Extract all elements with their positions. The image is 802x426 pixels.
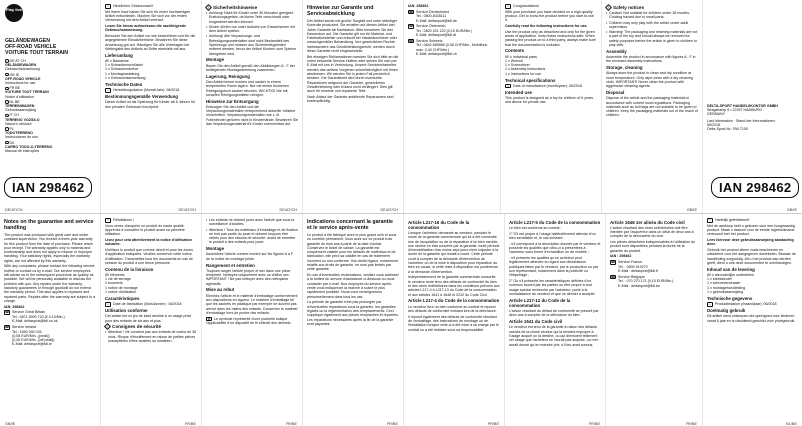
back-cover-panel: [703, 0, 802, 213]
service-entry: ☎ Service Belgique Tel. : 070 270 171 (0,15 EUR/Min.) E-Mail : deltasport@lidl.be: [611, 274, 674, 288]
lang-title: TERRENO VOZIDLO: [5, 117, 40, 122]
fr-legal-heading: Article 1641 du Code civil: [509, 319, 563, 325]
cover-panel: [0, 0, 100, 213]
service-entry: ☎ Service France Tel. : 0800 919270 E-Mail : deltasport@lidl.fr: [611, 260, 659, 274]
de-ian: IAN: 298462: [408, 4, 429, 8]
safety-bullet: • Warning! The packaging and retaining materials are not a part of the toy and should always be removed for safety purposes before the article is given to children to play with.: [606, 30, 698, 47]
de-tech: ⌂ Herstellungsdatum (Monat/Jahr): 06/2018: [106, 88, 180, 93]
fr-legal-p: Les pièces détachées indispensables à l'utilisation du produit sont disponibles pendant la durée de la garantie du produit.: [610, 240, 695, 253]
nl-panel-1: [703, 214, 802, 426]
list-item: 1 tournevis: [105, 281, 123, 286]
info-date-label: Last Information · Stand der Informationen:: [707, 118, 776, 123]
nl-tech-heading: Technische gegevens: [707, 295, 753, 301]
lang-item: FR BE: [5, 86, 97, 90]
de-warranty-p1: Der Artikel wurde mit großer Sorgfalt und unter ständiger Kontrolle produziert. Sie erhalten auf diesen Artikel drei Jahre Garantie ab Kaufdatum. Bitte bewahren Sie den Kassenbon auf. Die Garantie gilt nur für Material- und Fabrikationsfehler und erlischt bei missbräuchlicher oder unsachgemäßer Behandlung. Ihre gesetzlichen Rechte, insbesondere das Gewährleistungsrecht, werden durch diese Garantie nicht eingeschränkt.: [307, 18, 398, 53]
phone-icon: ☎: [5, 310, 10, 315]
list-item: 1 notice de montage: [105, 285, 138, 290]
fr-panel-2: [202, 214, 302, 426]
de-intro: Mit Ihrem Kauf haben Sie sich für einen hochwertigen Artikel entschieden. Machen Sie sich vor der ersten Verwendung mit dem Artikel vertraut.: [105, 9, 191, 23]
page-number: DE/AT/CH: [380, 208, 398, 212]
factory-icon: ⌂: [506, 83, 510, 88]
lang-item: IT CH: [5, 113, 97, 117]
fr-legal-p: Lorsque l'acheteur demande au vendeur, pendant le cours de la garantie commerciale qui lui a été consentie lors de l'acquisition ou de la réparation d'un bien meuble, une remise en état couverte par la garantie, toute période d'immobilisation d'au moins sept jours vient s'ajouter à la durée de la garantie qui restait à courir. Cette période court à compter de la demande d'intervention de l'acheteur ou de la mise à disposition pour réparation du bien en cause, si cette mise à disposition est postérieure à la demande d'intervention.: [408, 230, 500, 274]
lang-sub: Instructions for use: [5, 81, 36, 86]
gb-disposal: Dispose of the article and the packaging materials in accordance with current local regulations. Packaging materials such as foil bags are not suitable to be given to children. Keep the packaging materials out of the reach of children.: [606, 96, 698, 118]
gb-use-heading: Intended use: [505, 89, 533, 95]
de-disposal: Entsorgen Sie den Artikel und die Verpackungsmaterialien entsprechend aktueller örtlicher Vorschriften. Verpackungsmaterialien wie z. B. Folienbeutel gehören nicht in Kinderhände. Bewahren Sie das Verpackungsmaterial für Kinder unerreichbar auf.: [206, 104, 298, 127]
list-item: 1 x Schraubenschlüssel: [105, 63, 143, 68]
nl-use: Dit artikel werd ontworpen als speelgoed voor kinderen vanaf 6 jaar en is uitsluitend geschikt voor privégebruik.: [707, 314, 796, 323]
list-item: 1 x Instructions for use: [505, 71, 542, 76]
safety-bullet: • Achtung! Nicht für Kinder unter 36 Monaten geeignet. Erstickungsgefahr, da kleine Teile verschluckt oder eingeatmet werden können!: [206, 11, 298, 24]
phone-icon: ☎: [5, 325, 10, 330]
gb-panel-1: [501, 0, 601, 213]
lang-sub: Návod k obsluze: [5, 121, 32, 126]
phone-icon: ☎: [409, 9, 414, 14]
gb-contents-list: [505, 55, 597, 76]
service-entry: ☎ Service Deutschland Tel.: 0800-5435111 E-Mail: deltasport@lidl.de: [409, 9, 457, 23]
gb-storage-heading: Storage, cleaning: [606, 65, 643, 71]
gb-storage: Always store the product in clean and dry condition at room temperature. Only wipe clean with a dry cleaning cloth. IMPORTANT! Never clean the product with aggressive cleaning agents.: [606, 71, 693, 89]
fr-disposal: Eliminez l'article et le matériel d'emballage conformément aux dispositions en vigueur. Le matériel d'emballage tel que les sachets en plastique par exemple ne doivent pas arriver dans les mains des enfants. Conservez le matériel d'emballage hors de portée des enfants.: [206, 293, 298, 315]
page-number: DE/AT/CH: [178, 208, 196, 212]
fr-use-heading: Utilisation conforme: [105, 308, 148, 314]
factory-icon: ⌂: [106, 88, 110, 93]
model-number: Delta-Sport-Nr.: SW-7150: [707, 127, 748, 132]
company-name: DELTA-SPORT HANDELSKONTOR GMBH: [707, 104, 778, 108]
de-panel-3: [303, 0, 403, 213]
list-item: 1 x Montageanleitung: [105, 71, 140, 76]
fr-legal-heading: Article L217-12 du Code de la consommation: [509, 297, 571, 308]
list-item: 1 x gebruiksaanwijzing: [707, 290, 744, 295]
fr-disposal-heading: Mise au rebut: [206, 287, 235, 293]
fr-warranty-heading: Indications concernant la garantie et le service après-vente: [307, 219, 393, 232]
fr-legal-p: Le vendeur est tenu de la garantie à raison des défauts cachés de la chose vendue qui la rendent impropre à l'usage auquel on la destine, ou qui diminuent tellement cet usage que l'acheteur ne l'aurait pas acquise, ou n'en aurait donné qu'un moindre prix, s'il les avait connus.: [509, 325, 599, 347]
de-delivery-heading: Lieferumfang: [105, 52, 133, 58]
gb-use: This product is designed as a toy for children of 6 years and above for private use.: [505, 95, 594, 105]
nl-read-note: Lees hiervoor deze gebruiksaanwijzing aandachtig door.: [707, 237, 794, 247]
page-number: DE/AT/CH: [279, 208, 297, 212]
fr-recycle-note: ♻ Le symbole représenté d'une poubelle indique l'applicabilité d'un dispositif de tri sélectif des déchets.: [206, 316, 292, 326]
book-icon: i: [707, 218, 713, 223]
manufacturer-address: [707, 104, 799, 131]
safety-bullet: • Attention ! Tous les matériaux d'emballage et de fixation ne font pas partie du jouet et doivent toujours être retirés pour des raisons de sécurité, avant de remettre le produit à des enfants pour jouer.: [206, 228, 298, 245]
safety-bullet: • Attention ! Ne convient pas aux enfants de moins de 36 mois. Risque d'étouffement en raison de petites pièces susceptibles d'être avalées ou inhalées !: [105, 330, 197, 343]
nl-contents-list: [707, 273, 798, 294]
fr-legal-p: L'action résultant des vices rédhibitoires doit être intentée par l'acquéreur dans un délai de deux ans à compter de la découverte du vice.: [610, 225, 694, 239]
recycle-icon: ♻: [207, 316, 211, 321]
fr-storage: Toujours ranger l'article propre et sec dans une pièce tempérée. Nettoyez uniquement avec un chiffon sec. IMPORTANT ! Ne pas nettoyer avec des nettoyants agressifs.: [206, 268, 291, 286]
gb-assembly: Assemble the product in accordance with figures A - F in the enclosed assembly instructions.: [606, 55, 696, 64]
de-warranty-heading: Hinweise zur Garantie und Serviceabwicklung: [307, 5, 374, 18]
gb-tech: ⌂ Date of manufacture (month/year): 06/2018: [506, 83, 582, 88]
lang-title: GELÄNDEWAGEN: [5, 63, 37, 68]
fr-panel-3: [303, 214, 403, 426]
nl-intro: Met de aankoop hebt u gekozen voor een hoogwaardig product. Maak u daarom voor de eerste ingebruikname vertrouwd met het product.: [707, 223, 795, 237]
de-tech-heading: Technische Daten: [105, 81, 143, 87]
fr-warranty-p3: La période de garantie n'est pas prolongée par d'éventuelles réparations sous la garantie, les garanties légales ou la réglementation des remplacements. Ceci s'applique également aux pièces remplacées et réparées. Les réparations nécessaires après la fin de la garantie sont payantes.: [307, 300, 399, 326]
service-entry: ☎ Service Great Britain Tel.: 0871 5000 720 (£ 0.10/Min.) E-Mail: deltasport@lidl.co.uk: [5, 310, 65, 324]
de-read-note: Lesen Sie hierzu aufmerksam die nachfolgende Gebrauchsanweisung.: [105, 23, 187, 33]
fr-ian: IAN : 298462: [610, 254, 632, 259]
fr-tech: ⌂ Date de fabrication (Mois/Année) : 06/2018: [106, 302, 182, 307]
fr-legal-p: - s'il présente les qualités qu'un acheteur peut légitimement attendre eu égard aux déclarations publiques faites par le vendeur, par le producteur ou par son représentant, notamment dans la publicité ou l'étiquetage ;: [509, 255, 599, 278]
de-storage: Den Artikel immer trocken und sauber in einem temperierten Raum lagern. Nur mit einem trockenen Reinigungstuch sauber wischen. WICHTIG! Nie mit scharfen Reinigungsmitteln reinigen.: [206, 79, 289, 97]
cover-title-fr: VOITURE TOUT TERRAIN: [5, 50, 69, 56]
de-delivery-list: [105, 59, 197, 80]
fr-legal-p: L'action résultant du défaut de conformité se prescrit par deux ans à compter de la délivrance du bien.: [509, 309, 599, 318]
service-entry: ☎ Service Österreich Tel.: 0820 201 222 (0,15 EUR/Min.) E-Mail: deltasport@lidl.at: [409, 24, 473, 38]
lang-sub: Gebrauchsanweisung: [5, 67, 40, 72]
service-entry: ☎ Service Ireland Tel.: 1890 930 034 (0,08 EUR/Min., [peak]) (0,06 EUR/Min., [off peak]) E-Mail: deltasport@lidl.ie: [5, 325, 55, 347]
safety-bullet: • Caution! Not suitable for children under 36 months. Choking hazard due to small parts.: [606, 11, 698, 20]
phone-icon: ☎: [611, 260, 616, 265]
phone-icon: ☎: [409, 38, 414, 43]
nl-use-heading: Doelmatig gebruik: [707, 308, 746, 314]
de-safety-heading: ! Sicherheitshinweise: [206, 5, 298, 10]
company-country: GERMANY: [707, 112, 726, 117]
page-number: GB/IE: [786, 208, 797, 212]
page-number: DE/AT/CH: [5, 208, 23, 212]
de-disposal-heading: Hinweise zur Entsorgung: [206, 98, 259, 104]
bottom-sheet: [0, 213, 802, 426]
warning-icon: !: [605, 4, 612, 11]
fr-legal-heading: Article L217-4 du Code de la consommation: [408, 298, 500, 304]
info-date: 06/2018: [707, 122, 720, 127]
fr-legal-heading: Article 1648 1er alinéa du Code civil: [610, 219, 685, 225]
gb-tech-heading: Technical specifications: [505, 77, 556, 83]
cover-titles: [5, 38, 97, 56]
gb-warranty-p1: The product was produced with great care and under constant supervision. You receive a three-year warranty for this product from the date of purchase. Please retain your receipt. The warranty applies only to material and workmanship and does not apply to misuse or improper handling. Your statutory rights, especially the warranty rights, are not affected by this warranty.: [4, 232, 93, 263]
factory-icon: ⌂: [708, 302, 712, 307]
page-number: FR/BE: [285, 422, 297, 426]
service-entry: ☎ Service Schweiz Tel.: 0842 665566 (0,08 CHF/Min., Mobilfunk max. 0,40 CHF/Min.) E-Mail: deltasport@lidl.ch: [409, 38, 488, 57]
fr-storage-heading: Rangement et entretien: [206, 262, 255, 268]
fr-assembly: Assemblez l'article comme montré sur les figures A à F de la notice de montage jointe.: [206, 252, 294, 261]
fr-read-note: Lisez pour cela attentivement la notice d'utilisation suivante.: [105, 237, 192, 247]
de-usage-note: Benutzen Sie den Artikel nur wie beschrieben und für die angegebenen Einsatzbereiche. Bewahren Sie diese Anweisung gut auf. Händigen Sie alle Unterlagen bei Weitergabe des Artikels an Dritte ebenfalls mit aus.: [105, 33, 196, 51]
list-item: 80 x Individual parts: [505, 54, 537, 59]
fr-panel-4: [404, 214, 504, 426]
de-congrats: i Herzlichen Glückwunsch!: [105, 4, 197, 9]
lang-title: TODOTERRENO: [5, 131, 33, 136]
nl-congrats: i Hartelijk gefeliciteerd!: [707, 218, 798, 223]
fr-congrats: i Félicitations !: [105, 218, 197, 223]
fr-contents-heading: Contenu de la livraison: [105, 266, 154, 272]
fr-usage-note: N'utilisez le produit que comme décrit et pour les zones d'application indiquées. Veuillez conserver cette notice d'utilisation. Transmettez tous les documents en cas de cession du produit à une tierce personne.: [105, 247, 193, 265]
list-item: 1 x schroevendraaier: [707, 281, 741, 286]
gb-congrats: i Congratulations!: [505, 4, 597, 9]
phone-icon: ☎: [611, 274, 616, 279]
phone-icon: ☎: [409, 24, 414, 29]
list-item: 1 clé de serrage: [105, 277, 131, 282]
lang-item: DE AT CH: [5, 59, 97, 63]
lang-sub: Gebruiksaanwijzing: [5, 108, 37, 113]
fr-legal-heading: Article L217-16 du Code de la consommation: [408, 219, 470, 230]
list-item: 1 x Schraubendreher: [105, 67, 139, 72]
page-number: FR/BE: [588, 422, 600, 426]
book-icon: i: [105, 4, 111, 9]
list-item: 1 notice d'utilisation: [105, 290, 137, 295]
list-item: 1 x montagehandleiding: [707, 285, 746, 290]
fr-safety-heading: ! Consignes de sécurité: [105, 324, 197, 329]
gb-contents-heading: Contents: [505, 48, 525, 54]
de-use-heading: Bestimmungsgemäße Verwendung: [105, 94, 178, 100]
list-item: 1 x steeksleutel: [707, 277, 732, 282]
page-number: GB/IE: [5, 422, 16, 426]
de-warranty-p2: Bei etwaigen Reklamationen wenden Sie sich bitte an die unten bekannte Service-Hotline oder setzen Sie sich per E-Mail mit uns in Verbindung. Unsere Servicemitarbeiter werden das weitere Vorgehen schnellstmöglich mit Ihnen abstimmen. Wir werden Sie in jedem Fall persönlich beraten. Die Garantiezeit wird durch eventuelle Reparaturen aufgrund der Garantie, gesetzlichen Gewährleistung oder Kulanz nicht verlängert. Dies gilt auch für ersetzte und reparierte Teile.: [307, 54, 399, 94]
fr-legal-p: 2° Ou s'il présente les caractéristiques définies d'un commun accord par les parties ou être propre à tout usage spécial recherché par l'acheteur, porté à la connaissance du vendeur et que ce dernier a accepté.: [509, 278, 596, 296]
lang-sub: Manual de instruções: [5, 149, 40, 154]
lang-title: VOITURE TOUT TERRAIN: [5, 90, 49, 95]
gb-intro: With your purchase you have decided on a high-quality product. Get to know the product before you start to use it.: [505, 9, 594, 23]
fr-legal-p: 1° S'il est propre à l'usage habituellement attendu d'un bien semblable et, le cas échéant :: [509, 231, 596, 240]
book-icon: i: [105, 218, 111, 223]
fr-use: Cet article est un jeu de loisir destiné à un usage privé pour des enfants de six ans et plus.: [105, 314, 192, 323]
lang-title: TERREINWAGEN: [5, 104, 35, 109]
factory-icon: ⌂: [106, 302, 110, 307]
gb-panel-2: [602, 0, 702, 213]
fr-legal-p: Le bien est conforme au contrat :: [509, 225, 562, 230]
page-number: FR/BE: [487, 422, 499, 426]
book-icon: i: [505, 4, 511, 9]
nl-contents-heading: Inhoud van de levering: [707, 266, 755, 272]
lang-item: PL: [5, 127, 97, 131]
fr-legal-p: Le vendeur livre un bien conforme au contrat et répond des défauts de conformité existant lors de la délivrance.: [408, 304, 497, 313]
gb-ian: IAN: 298462: [4, 304, 25, 309]
fr-panel-1: [101, 214, 201, 426]
safety-bullet: • Achtung! Alle Verpackungs- und Befestigungsmaterialien sind nicht Bestandteil des Spielzeugs und müssen aus Sicherheitsgründen entfernt werden, bevor der Artikel Kindern zum Spielen übergeben wird.: [206, 34, 298, 55]
gb-warranty-heading: Notes on the guarantee and service handling: [4, 219, 94, 232]
list-item: 80 éléments: [105, 272, 125, 277]
flag-icon: [5, 114, 9, 118]
de-assembly: Bauen Sie den Artikel gemäß den Abbildungen A - F der beiliegenden Montageanleitung zusammen.: [206, 63, 295, 72]
safety-bullet: • Les enfants ne doivent jouer avec l'article que sous la surveillance d'adultes.: [206, 218, 298, 227]
lang-item: DK: [5, 141, 97, 145]
flag-icon: [5, 73, 9, 77]
nl-tech: ⌂ Productiedatum (maand/jaar): 06/2018: [708, 302, 777, 307]
fr-legal-heading: Article L217-5 du Code de la consommation: [509, 219, 601, 225]
de-use: Dieser Artikel ist als Spielzeug für Kinder ab 6 Jahren für den privaten Gebrauch konzipiert.: [105, 100, 195, 109]
ian-badge: IAN 298462: [711, 177, 799, 198]
gb-read-note: Carefully read the following instructions for use.: [505, 23, 588, 28]
fr-warranty-p2: En cas d'éventuelles réclamations, veuillez vous adresser à la hotline du service d'assistance ci-dessous ou nous contacter par e-mail. Nos employés du service après-vente vous indiqueront la marche à suivre le plus rapidement possible. Nous vous renseignerons personnellement dans tous les cas.: [307, 273, 399, 299]
fr-legal-p: Indépendamment de la garantie commerciale souscrite, le vendeur reste tenu des défauts de conformité du bien et des vices rédhibitoires dans les conditions prévues aux articles L217-4 à L217-13 du Code de la consommation et aux articles 1641 à 1648 et 2232 du Code Civil.: [408, 275, 500, 297]
fr-legal-p: Il répond également des défauts de conformité résultant de l'emballage, des instructions de montage ou de l'installation lorsque celle-ci a été mise à sa charge par le contrat ou a été réalisée sous sa responsabilité.: [408, 314, 499, 332]
gb-usage-note: Use the product only as described and only for the given areas of application. Keep these instructions safe. When passing the product on to a third party, always make sure that the documentation is included.: [505, 29, 596, 47]
cover-lang-list: [5, 58, 97, 153]
de-warranty-p3: Nach Ablauf der Garantie anfallende Reparaturen sind kostenpflichtig.: [307, 94, 394, 104]
list-item: 80 x Bausteine: [105, 58, 129, 63]
lang-title: CARRO TODO-O-TERRENO: [5, 144, 53, 149]
gb-disposal-heading: Disposal: [606, 90, 625, 96]
ian-badge: IAN 298462: [4, 177, 92, 198]
de-panel-1: [101, 0, 201, 213]
lang-sub: Notice d'utilisation: [5, 94, 34, 99]
company-street: Wragekamp 6 • 22397 HAMBURG: [707, 108, 762, 113]
page-number: NL/BE: [786, 422, 797, 426]
list-item: 1 x Assembly instructions: [505, 67, 546, 72]
page-number: FR/BE: [184, 422, 196, 426]
fr-tech-heading: Caractéristiques: [105, 295, 140, 301]
cover-title-de: GELÄNDEWAGEN: [5, 38, 50, 44]
playtive-logo: Play tive: [5, 4, 23, 22]
fr-intro: Vous venez d'acquérir un produit de haute qualité. Apprenez à connaître le produit avant sa première utilisation.: [105, 223, 185, 237]
lang-sub: Instrucciones de uso: [5, 135, 38, 140]
page-number: FR/BE: [685, 422, 697, 426]
fr-panel-6: [606, 214, 702, 426]
nl-usage-note: Gebruik het product alleen zoals beschreven en uitsluitend voor het aangegeven doeleinden. Bewaar de handleiding zorgvuldig. Als u het product aan derden geeft, dient u ook deze documenten te overhandigen.: [707, 247, 796, 265]
de-storage-heading: Lagerung, Reinigung: [206, 73, 250, 79]
flag-icon: [5, 141, 9, 145]
cover-title-en: OFF-ROAD VEHICLE: [5, 44, 57, 50]
gb-assembly-heading: Assembly: [606, 48, 627, 54]
page-number: GB/IE: [686, 208, 697, 212]
de-panel-2: [202, 0, 302, 213]
fr-contents-list: [105, 273, 197, 294]
lang-item: GB IE: [5, 73, 97, 77]
fr-panel-5: [505, 214, 605, 426]
fr-warranty-p1: Le produit a été fabriqué avec le plus grand soin et sous un contrôle permanent. Vous avez sur ce produit trois garantie de trois ans à partir de la date d'achat. Conservez le ticket de caisse. La garantie est uniquement valable pour les défauts de matériaux et de fabrication, elle perd sa validité en cas de traitement incorrect ou non conforme. Vos droits légaux, notamment relatifs aux droits de garantie, ne sont pas limités par cette garantie.: [307, 232, 399, 272]
safety-bullet: • Children may only play with the article under adult supervision.: [606, 21, 698, 30]
page-number: FR/BE: [386, 422, 398, 426]
fr-legal-p: - s'il correspond à la description donnée par le vendeur et possède les qualités que celui-ci a présentées à l'acheteur sous forme d'échantillon ou de modèle ;: [509, 241, 601, 255]
list-item: 1 x Screwdriver: [505, 63, 530, 68]
list-item: 1 x Gebrauchsanweisung: [105, 76, 146, 81]
gb-safety-heading: ! Safety notices: [606, 5, 698, 10]
gb-warranty-p2: With any complaints, please contact the following service hotline or contact us by e-mail. Our service employees will advise as to the subsequent procedure as quickly as possible. We will be personally available to discuss the problem with you. Any repairs under the warranty, statutory guarantees or through goodwill do not extend the warranty period. This also applies to replaced and repaired parts. Repairs after the warranty are subject to a charge.: [4, 264, 96, 303]
list-item: 1 x Wrench: [505, 58, 524, 63]
de-panel-4: [404, 0, 500, 213]
list-item: 80 x afzonderlijke onderdelen: [707, 272, 754, 277]
safety-bullet: • Kinder dürfen nur unter Aufsicht von Erwachsenen mit dem Artikel spielen.: [206, 25, 298, 34]
gb-warranty-panel: [0, 214, 100, 426]
de-assembly-heading: Montage: [206, 57, 225, 63]
lang-item: NL BE: [5, 100, 97, 104]
warning-icon: !: [104, 323, 111, 330]
lang-title: OFF-ROAD VEHICLE: [5, 76, 41, 81]
fr-assembly-heading: Montage: [206, 246, 225, 252]
warning-icon: !: [205, 4, 212, 11]
